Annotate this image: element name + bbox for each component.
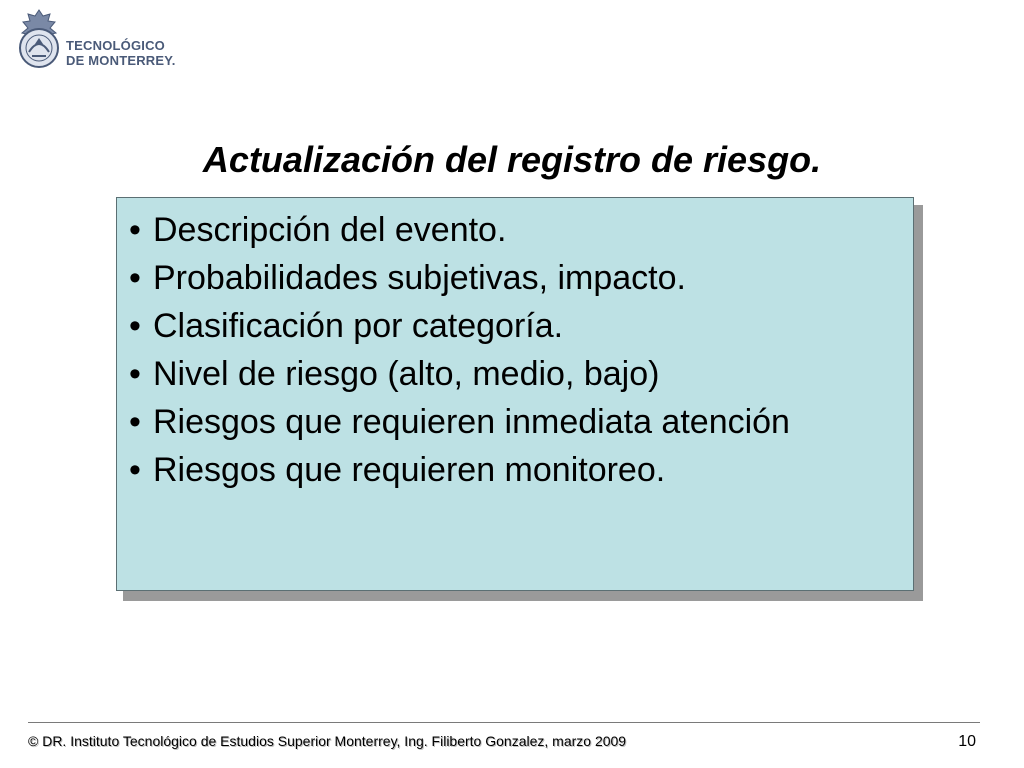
bullet-item (129, 350, 913, 398)
bullet-item (129, 302, 913, 350)
bullet-text: Nivel de riesgo (alto, medio, bajo) (153, 355, 660, 393)
content-box (116, 197, 914, 591)
bullet-glyph: • (129, 355, 141, 393)
footer-copyright: © DR. Instituto Tecnológico de Estudios Superior Monterrey, Ing. Filiberto Gonzalez, marzo 2009 (28, 733, 627, 749)
bullet-text: Riesgos que requieren monitoreo. (153, 451, 666, 489)
bullet-text: Descripción del evento. (153, 211, 507, 249)
bullet-text: Probabilidades subjetivas, impacto. (153, 259, 686, 297)
logo-text-line2: DE MONTERREY. (66, 53, 176, 68)
bullet-glyph: • (129, 211, 141, 249)
bullet-glyph: • (129, 451, 141, 489)
footer-divider (28, 722, 980, 723)
bullet-item (129, 398, 913, 446)
bullet-glyph: • (129, 307, 141, 345)
bullet-item (129, 446, 913, 494)
bullet-list (129, 206, 913, 494)
seal-icon (14, 8, 64, 70)
bullet-glyph: • (129, 403, 141, 441)
institution-logo (14, 8, 214, 78)
slide-title: Actualización del registro de riesgo. (202, 139, 822, 180)
bullet-text: Clasificación por categoría. (153, 307, 564, 345)
bullet-item (129, 206, 913, 254)
bullet-item (129, 254, 913, 302)
logo-text-line1: TECNOLÓGICO (66, 38, 165, 53)
bullet-glyph: • (129, 259, 141, 297)
bullet-text: Riesgos que requieren inmediata atención (153, 403, 790, 441)
page-number: 10 (958, 733, 976, 750)
